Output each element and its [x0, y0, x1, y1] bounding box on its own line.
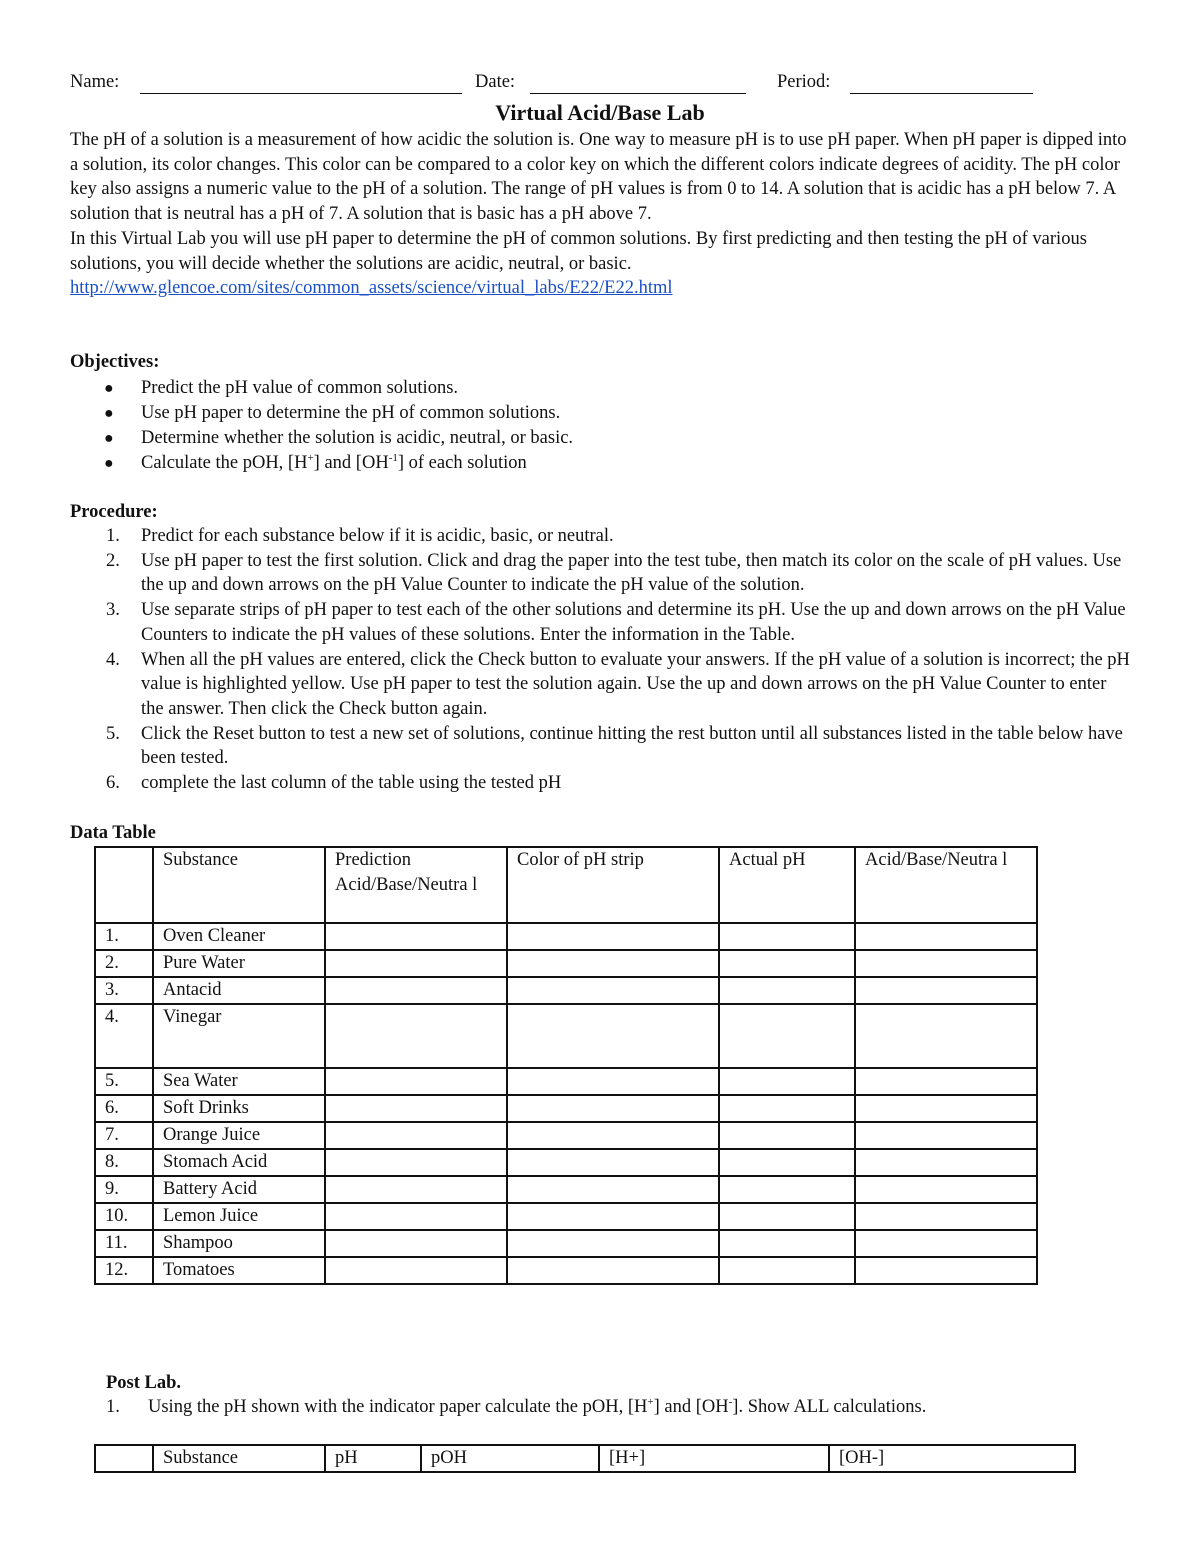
procedure-list	[70, 524, 1130, 796]
color-cell[interactable]	[507, 1122, 719, 1149]
row-number: 4.	[95, 1004, 153, 1068]
substance-cell: Oven Cleaner	[153, 923, 325, 950]
classification-cell[interactable]	[855, 1176, 1037, 1203]
actual-ph-cell[interactable]	[719, 1230, 855, 1257]
color-cell[interactable]	[507, 1095, 719, 1122]
table-row	[95, 1122, 1037, 1149]
objective-item: ● Determine whether the solution is acidic, neutral, or basic.	[70, 426, 573, 451]
prediction-cell[interactable]	[325, 1004, 507, 1068]
classification-cell[interactable]	[855, 1122, 1037, 1149]
color-cell[interactable]	[507, 1230, 719, 1257]
header-cell: pH	[325, 1445, 421, 1472]
table-row	[95, 1068, 1037, 1095]
table-row	[95, 1176, 1037, 1203]
procedure-heading: Procedure:	[70, 502, 158, 522]
substance-cell: Orange Juice	[153, 1122, 325, 1149]
color-cell[interactable]	[507, 950, 719, 977]
objective-item: ● Use pH paper to determine the pH of common solutions.	[70, 401, 573, 426]
table-row	[95, 1095, 1037, 1122]
actual-ph-cell[interactable]	[719, 1004, 855, 1068]
prediction-cell[interactable]	[325, 977, 507, 1004]
substance-cell: Soft Drinks	[153, 1095, 325, 1122]
intro-paragraph-2: In this Virtual Lab you will use pH paper to determine the pH of common solutions. By first predicting and then testing the pH of various solutions, you will decide whether the solutions are acidic, neutral, or basic.	[70, 228, 1087, 274]
color-cell[interactable]	[507, 1257, 719, 1284]
substance-cell: Stomach Acid	[153, 1149, 325, 1176]
actual-ph-cell[interactable]	[719, 1203, 855, 1230]
row-number: 8.	[95, 1149, 153, 1176]
row-number: 9.	[95, 1176, 153, 1203]
row-number: 7.	[95, 1122, 153, 1149]
actual-ph-cell[interactable]	[719, 977, 855, 1004]
actual-ph-cell[interactable]	[719, 1176, 855, 1203]
prediction-cell[interactable]	[325, 1095, 507, 1122]
row-number: 10.	[95, 1203, 153, 1230]
procedure-step: 1. Predict for each substance below if it is acidic, basic, or neutral.	[106, 526, 614, 546]
classification-cell[interactable]	[855, 923, 1037, 950]
color-cell[interactable]	[507, 1068, 719, 1095]
row-number: 12.	[95, 1257, 153, 1284]
post-lab-table	[94, 1444, 1076, 1473]
prediction-cell[interactable]	[325, 1176, 507, 1203]
table-row	[95, 923, 1037, 950]
actual-ph-cell[interactable]	[719, 1149, 855, 1176]
substance-cell: Pure Water	[153, 950, 325, 977]
intro-section	[70, 128, 1130, 301]
color-cell[interactable]	[507, 1004, 719, 1068]
procedure-step: 5. Click the Reset button to test a new set of solutions, continue hitting the rest button until all substances listed in the table below have been tested.	[106, 723, 1123, 769]
prediction-cell[interactable]	[325, 923, 507, 950]
classification-cell[interactable]	[855, 1095, 1037, 1122]
header-cell: Prediction Acid/Base/Neutra l	[325, 847, 507, 923]
data-table	[94, 846, 1038, 1285]
actual-ph-cell[interactable]	[719, 1068, 855, 1095]
classification-cell[interactable]	[855, 977, 1037, 1004]
substance-cell: Lemon Juice	[153, 1203, 325, 1230]
name-field[interactable]	[140, 93, 462, 94]
virtual-lab-link[interactable]: http://www.glencoe.com/sites/common_assets/science/virtual_labs/E22/E22.html	[70, 278, 673, 299]
procedure-step: 4. When all the pH values are entered, click the Check button to evaluate your answers. If the pH value of a solution is incorrect; the pH value is highlighted yellow. Use pH paper to test the solution again. Use the up and down arrows on the pH Value Counter to enter the answer. Then click the Check button again.	[106, 649, 1130, 719]
procedure-step: 2. Use pH paper to test the first solution. Click and drag the paper into the test tube, then match its color on the scale of pH values. Use the up and down arrows on the pH Value Counter to indicate the pH value of the solution.	[106, 550, 1122, 596]
procedure-step: 3. Use separate strips of pH paper to test each of the other solutions and determine its pH. Use the up and down arrows on the pH Value Counters to indicate the pH values of these solutions. Enter the information in the Table.	[106, 600, 1126, 645]
classification-cell[interactable]	[855, 1149, 1037, 1176]
page-title: Virtual Acid/Base Lab	[495, 100, 705, 125]
prediction-cell[interactable]	[325, 1203, 507, 1230]
actual-ph-cell[interactable]	[719, 1095, 855, 1122]
table-row	[95, 1257, 1037, 1284]
actual-ph-cell[interactable]	[719, 923, 855, 950]
prediction-cell[interactable]	[325, 1149, 507, 1176]
post-lab-question: 1. Using the pH shown with the indicator paper calculate the pOH, [H+] and [OH-]. Show ALL calculations.	[106, 1396, 927, 1417]
table-row	[95, 1149, 1037, 1176]
substance-cell: Tomatoes	[153, 1257, 325, 1284]
row-number: 1.	[95, 923, 153, 950]
header-cell: pOH	[421, 1445, 599, 1472]
table-row	[95, 950, 1037, 977]
bullet-icon: ●	[104, 380, 114, 397]
table-row	[95, 977, 1037, 1004]
objective-item: ● Calculate the pOH, [H+] and $[OH^{-1}]$ of each solution	[70, 451, 573, 476]
bullet-icon: ●	[104, 405, 114, 422]
prediction-cell[interactable]	[325, 1068, 507, 1095]
header-cell: [H+]	[599, 1445, 829, 1472]
row-number: 3.	[95, 977, 153, 1004]
name-label: Name:	[70, 72, 120, 92]
classification-cell[interactable]	[855, 1230, 1037, 1257]
table-row	[95, 1230, 1037, 1257]
substance-cell: Shampoo	[153, 1230, 325, 1257]
prediction-cell[interactable]	[325, 950, 507, 977]
header-cell: Acid/Base/Neutra l	[855, 847, 1037, 923]
substance-cell: Battery Acid	[153, 1176, 325, 1203]
actual-ph-cell[interactable]	[719, 1257, 855, 1284]
row-number: 11.	[95, 1230, 153, 1257]
prediction-cell[interactable]	[325, 1257, 507, 1284]
prediction-cell[interactable]	[325, 1122, 507, 1149]
bullet-icon: ●	[104, 455, 114, 472]
row-number: 2.	[95, 950, 153, 977]
color-cell[interactable]	[507, 1149, 719, 1176]
classification-cell[interactable]	[855, 1068, 1037, 1095]
objectives-heading: Objectives:	[70, 352, 160, 372]
header-line	[70, 72, 1070, 98]
header-cell: Substance	[153, 847, 325, 923]
intro-paragraph-1: The pH of a solution is a measurement of how acidic the solution is. One way to measure pH is to use pH paper. When pH paper is dipped into a solution, its color changes. This color can be compared to a color key on which the different colors indicate degrees of acidity. The pH color key also assigns a numeric value to the pH of a solution. The range of pH values is from 0 to 14. A solution that is acidic has a pH below 7. A solution that is neutral has a pH of 7. A solution that is basic has a pH above 7.	[70, 130, 1127, 225]
date-field[interactable]	[530, 93, 746, 94]
row-number: 6.	[95, 1095, 153, 1122]
bullet-icon: ●	[104, 430, 114, 447]
period-field[interactable]	[850, 93, 1033, 94]
substance-cell: Antacid	[153, 977, 325, 1004]
color-cell[interactable]	[507, 977, 719, 1004]
header-cell: Actual pH	[719, 847, 855, 923]
table-row	[95, 1203, 1037, 1230]
data-table-header-row	[95, 847, 1037, 923]
actual-ph-cell[interactable]	[719, 950, 855, 977]
classification-cell[interactable]	[855, 1004, 1037, 1068]
color-cell[interactable]	[507, 1176, 719, 1203]
header-cell: Color of pH strip	[507, 847, 719, 923]
table-row	[95, 1004, 1037, 1068]
actual-ph-cell[interactable]	[719, 1122, 855, 1149]
objectives-list	[70, 376, 573, 476]
header-cell	[95, 1445, 153, 1472]
objective-item: ● Predict the pH value of common solutions.	[70, 376, 573, 401]
header-cell: [OH-]	[829, 1445, 1075, 1472]
procedure-step: 6. complete the last column of the table using the tested pH	[106, 773, 562, 794]
classification-cell[interactable]	[855, 950, 1037, 977]
post-lab-heading: Post Lab.	[106, 1373, 182, 1393]
date-label: Date:	[475, 72, 516, 92]
prediction-cell[interactable]	[325, 1230, 507, 1257]
substance-cell: Vinegar	[153, 1004, 325, 1068]
header-cell: Substance	[153, 1445, 325, 1472]
row-number: 5.	[95, 1068, 153, 1095]
classification-cell[interactable]	[855, 1203, 1037, 1230]
color-cell[interactable]	[507, 1203, 719, 1230]
data-table-heading: Data Table	[70, 823, 156, 843]
color-cell[interactable]	[507, 923, 719, 950]
classification-cell[interactable]	[855, 1257, 1037, 1284]
period-label: Period:	[777, 72, 831, 92]
post-lab-header-row	[95, 1445, 1075, 1472]
header-cell	[95, 847, 153, 923]
substance-cell: Sea Water	[153, 1068, 325, 1095]
